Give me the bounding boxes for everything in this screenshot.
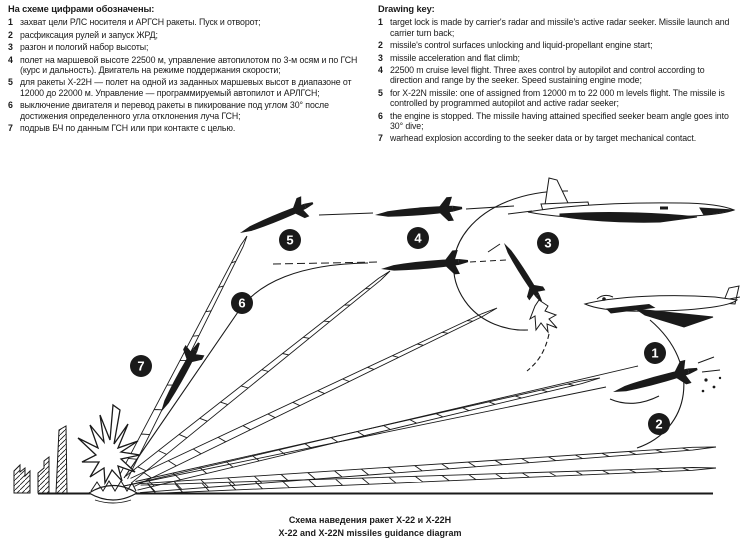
missile-x22n-cruise (236, 193, 317, 243)
explosion-burst (78, 405, 140, 483)
svg-text:5: 5 (286, 232, 294, 248)
legend-item: 3 разгон и пологий набор высоты; (8, 42, 149, 53)
legend-item: 5 для ракеты Х-22Н — полет на одной из заданных маршевых высот в диапазоне от 12000 до 22000 м. Управление — программируемый автопилот и АРЛГСН; (8, 77, 352, 98)
step-marker-5 (279, 229, 301, 251)
legend-english-title: Drawing key: (378, 4, 435, 14)
step-marker-4 (407, 227, 429, 249)
guidance-diagram (0, 158, 740, 512)
step-marker-2 (648, 413, 670, 435)
trajectory-ladder (136, 378, 601, 490)
legend-item: 5 for X-22N missile: one of assigned from 12000 m to 22 000 m levels flight. The missile is controlled by programmed autopilot and active radar seeker; (378, 87, 725, 109)
legend-item: 6 выключение двигателя и перевод ракеты в пикирование под углом 30° после достижения определенного угла отклонения луча ГСН; (8, 100, 329, 121)
svg-text:2: 2 (655, 416, 663, 432)
missile-diving (152, 338, 209, 417)
legend-item: 4 полет на маршевой высоте 22500 м, управление автопилотом по 3-м осям и по ГСН (курс и дальность). Двигатель на режиме поддержания скорости; (8, 54, 358, 76)
factory-skyline (14, 426, 67, 493)
step-marker-7 (130, 355, 152, 377)
rocket-exhaust-flame (530, 300, 557, 332)
svg-text:3: 3 (544, 235, 552, 251)
figure-caption (0, 514, 740, 540)
step-markers (130, 227, 670, 435)
svg-text:6: 6 (238, 295, 246, 311)
legend-item: 7 подрыв БЧ по данным ГСН или при контакте с целью. (8, 123, 236, 134)
carrier-aircraft (585, 286, 740, 327)
step-marker-3 (537, 232, 559, 254)
caption-russian: Схема наведения ракет Х-22 и Х-22Н (288, 515, 452, 525)
legend-item: 7 warhead explosion according to the seeker data or by target mechanical contact. (378, 133, 697, 144)
legend-item: 2 missile's control surfaces unlocking and liquid-propellant engine start; (378, 40, 653, 51)
trajectory-fan (120, 236, 716, 494)
svg-text:4: 4 (414, 230, 422, 246)
legend-russian (8, 4, 370, 135)
climb-arc (527, 334, 549, 371)
caption-english: X-22 and X-22N missiles guidance diagram (278, 528, 462, 538)
engine-start-sparks (698, 357, 721, 392)
svg-text:7: 7 (137, 358, 145, 374)
legend-item: 1 захват цели РЛС носителя и АРГСН ракеты. Пуск и отворот; (8, 17, 261, 28)
trajectory-ladder (141, 468, 716, 495)
step-marker-1 (644, 342, 666, 364)
flight-path-arcs (124, 191, 684, 478)
legend-russian-title: На схеме цифрами обозначены: (8, 4, 155, 14)
bomber-aircraft-turning-back (508, 178, 734, 222)
legend-item: 6 the engine is stopped. The missile having attained specified seeker beam angle goes into 30° dive; (378, 110, 729, 132)
legend-item: 4 22500 m cruise level flight. Three axes control by autopilot and control according to direction and range by the seeker. Speed sustaining engine mode; (378, 65, 705, 86)
step-marker-6 (231, 292, 253, 314)
missile-launched (610, 357, 701, 403)
legend-item: 2 расфиксация рулей и запуск ЖРД; (8, 29, 158, 40)
missile-cruise-lower (380, 249, 469, 281)
drop-arc (610, 396, 659, 403)
legend-item: 3 missile acceleration and flat climb; (378, 52, 520, 63)
trajectory-ladder (126, 271, 390, 483)
legend-english (378, 4, 734, 146)
missile-cruise-upper (374, 196, 463, 227)
svg-text:1: 1 (651, 345, 659, 361)
legend-item: 1 target lock is made by carrier's radar and missile's active radar seeker. Missile launch and carrier turn back; (378, 17, 730, 38)
